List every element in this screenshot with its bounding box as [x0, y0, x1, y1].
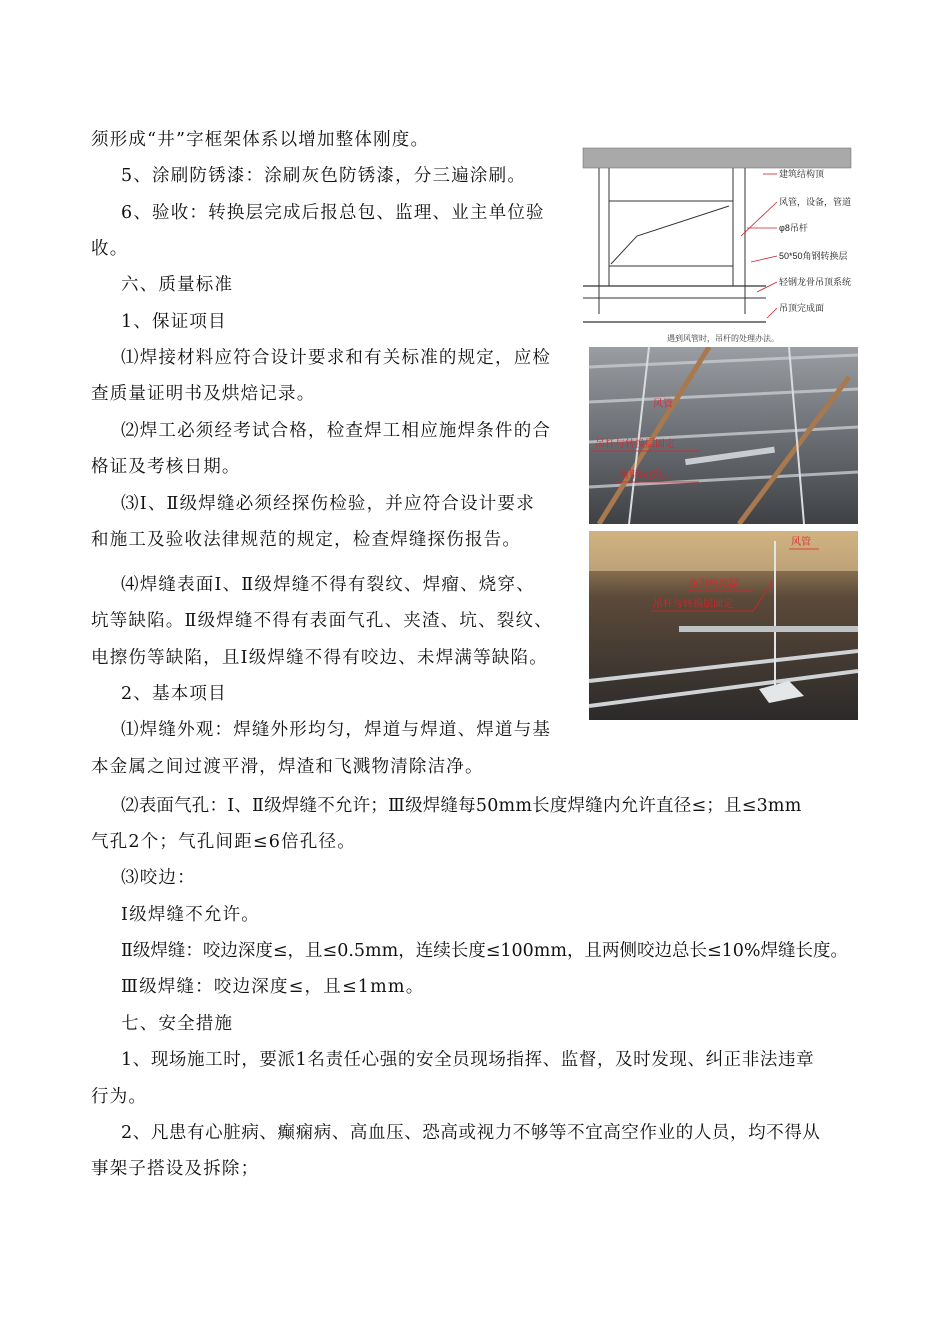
text-line: 事架子搭设及拆除； — [91, 1159, 260, 1179]
diagram-label: φ8吊杆 — [779, 223, 808, 233]
text-line: Ⅲ级焊缝：咬边深度≤，且≤1mm。 — [121, 977, 425, 997]
text-line: ⑵表面气孔：Ⅰ、Ⅱ级焊缝不允许；Ⅲ级焊缝每50mm长度焊缝内允许直径≤；且≤3mm — [121, 796, 802, 816]
photo-label: 吊杆与转换层固定 — [595, 439, 675, 450]
text-line: 5、涂刷防锈漆：涂刷灰色防锈漆，分三遍涂刷。 — [121, 166, 527, 186]
text-line: ⑶咬边： — [121, 868, 196, 888]
text-line: Ⅱ级焊缝：咬边深度≤，且≤0.5mm，连续长度≤100mm，且两侧咬边总长≤10%焊缝长度。 — [121, 941, 849, 961]
diagram-label: 轻钢龙骨吊顶系统 — [779, 277, 852, 287]
text-line: 6、验收：转换层完成后报总包、监理、业主单位验 — [121, 203, 545, 223]
text-line: 2、凡患有心脏病、癫痫病、高血压、恐高或视力不够等不宜高空作业的人员，均不得从 — [121, 1123, 821, 1143]
subsection-heading: 2、基本项目 — [121, 684, 227, 704]
photo-label: 角钢转换层 — [689, 579, 739, 590]
text-line: ⑴焊缝外观：焊缝外形均匀，焊道与焊道、焊道与基 — [121, 720, 552, 740]
text-line: 和施工及验收法律规范的规定，检查焊缝探伤报告。 — [91, 530, 522, 550]
text-line: 坑等缺陷。Ⅱ级焊缝不得有表面气孔、夹渣、坑、裂纹、 — [91, 611, 553, 631]
text-line: ⑷焊缝表面Ⅰ、Ⅱ级焊缝不得有裂纹、焊瘤、烧穿、 — [121, 575, 535, 595]
ceiling-photo-1 — [589, 347, 858, 524]
section-heading: 六、质量标准 — [121, 275, 234, 295]
text-line: 电擦伤等缺陷，且Ⅰ级焊缝不得有咬边、未焊满等缺陷。 — [91, 648, 548, 668]
photo-label: 角钢转换层 — [619, 470, 669, 481]
diagram-label: 风管，设备，管道 — [779, 197, 852, 207]
photo-label: 风管 — [791, 537, 811, 548]
text-line: Ⅰ级焊缝不允许。 — [121, 905, 261, 925]
text-line: 气孔2个；气孔间距≤6倍孔径。 — [91, 832, 356, 852]
photo-label: 风管 — [653, 399, 673, 410]
text-line: ⑶Ⅰ、Ⅱ级焊缝必须经探伤检验，并应符合设计要求 — [121, 494, 535, 514]
diagram-caption: 遇到风管时，吊杆的处理办法。 — [667, 334, 779, 343]
diagram-label: 建筑结构顶 — [779, 169, 825, 179]
photo-2-image — [589, 531, 858, 720]
section-heading: 七、安全措施 — [121, 1014, 234, 1034]
text-line: 行为。 — [91, 1087, 148, 1107]
photo-label: 吊杆与转换层固定 — [653, 599, 733, 610]
text-line: ⑴焊接材料应符合设计要求和有关标准的规定，应检 — [121, 348, 552, 368]
ceiling-diagram — [581, 146, 859, 344]
subsection-heading: 1、保证项目 — [121, 312, 227, 332]
text-line: 1、现场施工时，要派1名责任心强的安全员现场指挥、监督，及时发现、纠正非法违章 — [121, 1050, 815, 1070]
text-line: 格证及考核日期。 — [91, 457, 241, 477]
diagram-label: 50*50角钢转换层 — [779, 251, 848, 261]
text-line: 收。 — [91, 239, 129, 259]
text-line: 本金属之间过渡平滑，焊渣和飞溅物清除洁净。 — [91, 757, 484, 777]
text-line: ⑵焊工必须经考试合格，检查焊工相应施焊条件的合 — [121, 421, 552, 441]
diagram-label: 吊顶完成面 — [779, 303, 825, 313]
ceiling-photo-2 — [589, 531, 858, 720]
text-line: 查质量证明书及烘焙记录。 — [91, 384, 316, 404]
text-line: 须形成“井”字框架体系以增加整体刚度。 — [91, 130, 430, 150]
diagram-drawing — [581, 146, 859, 344]
photo-1-image — [589, 347, 858, 524]
